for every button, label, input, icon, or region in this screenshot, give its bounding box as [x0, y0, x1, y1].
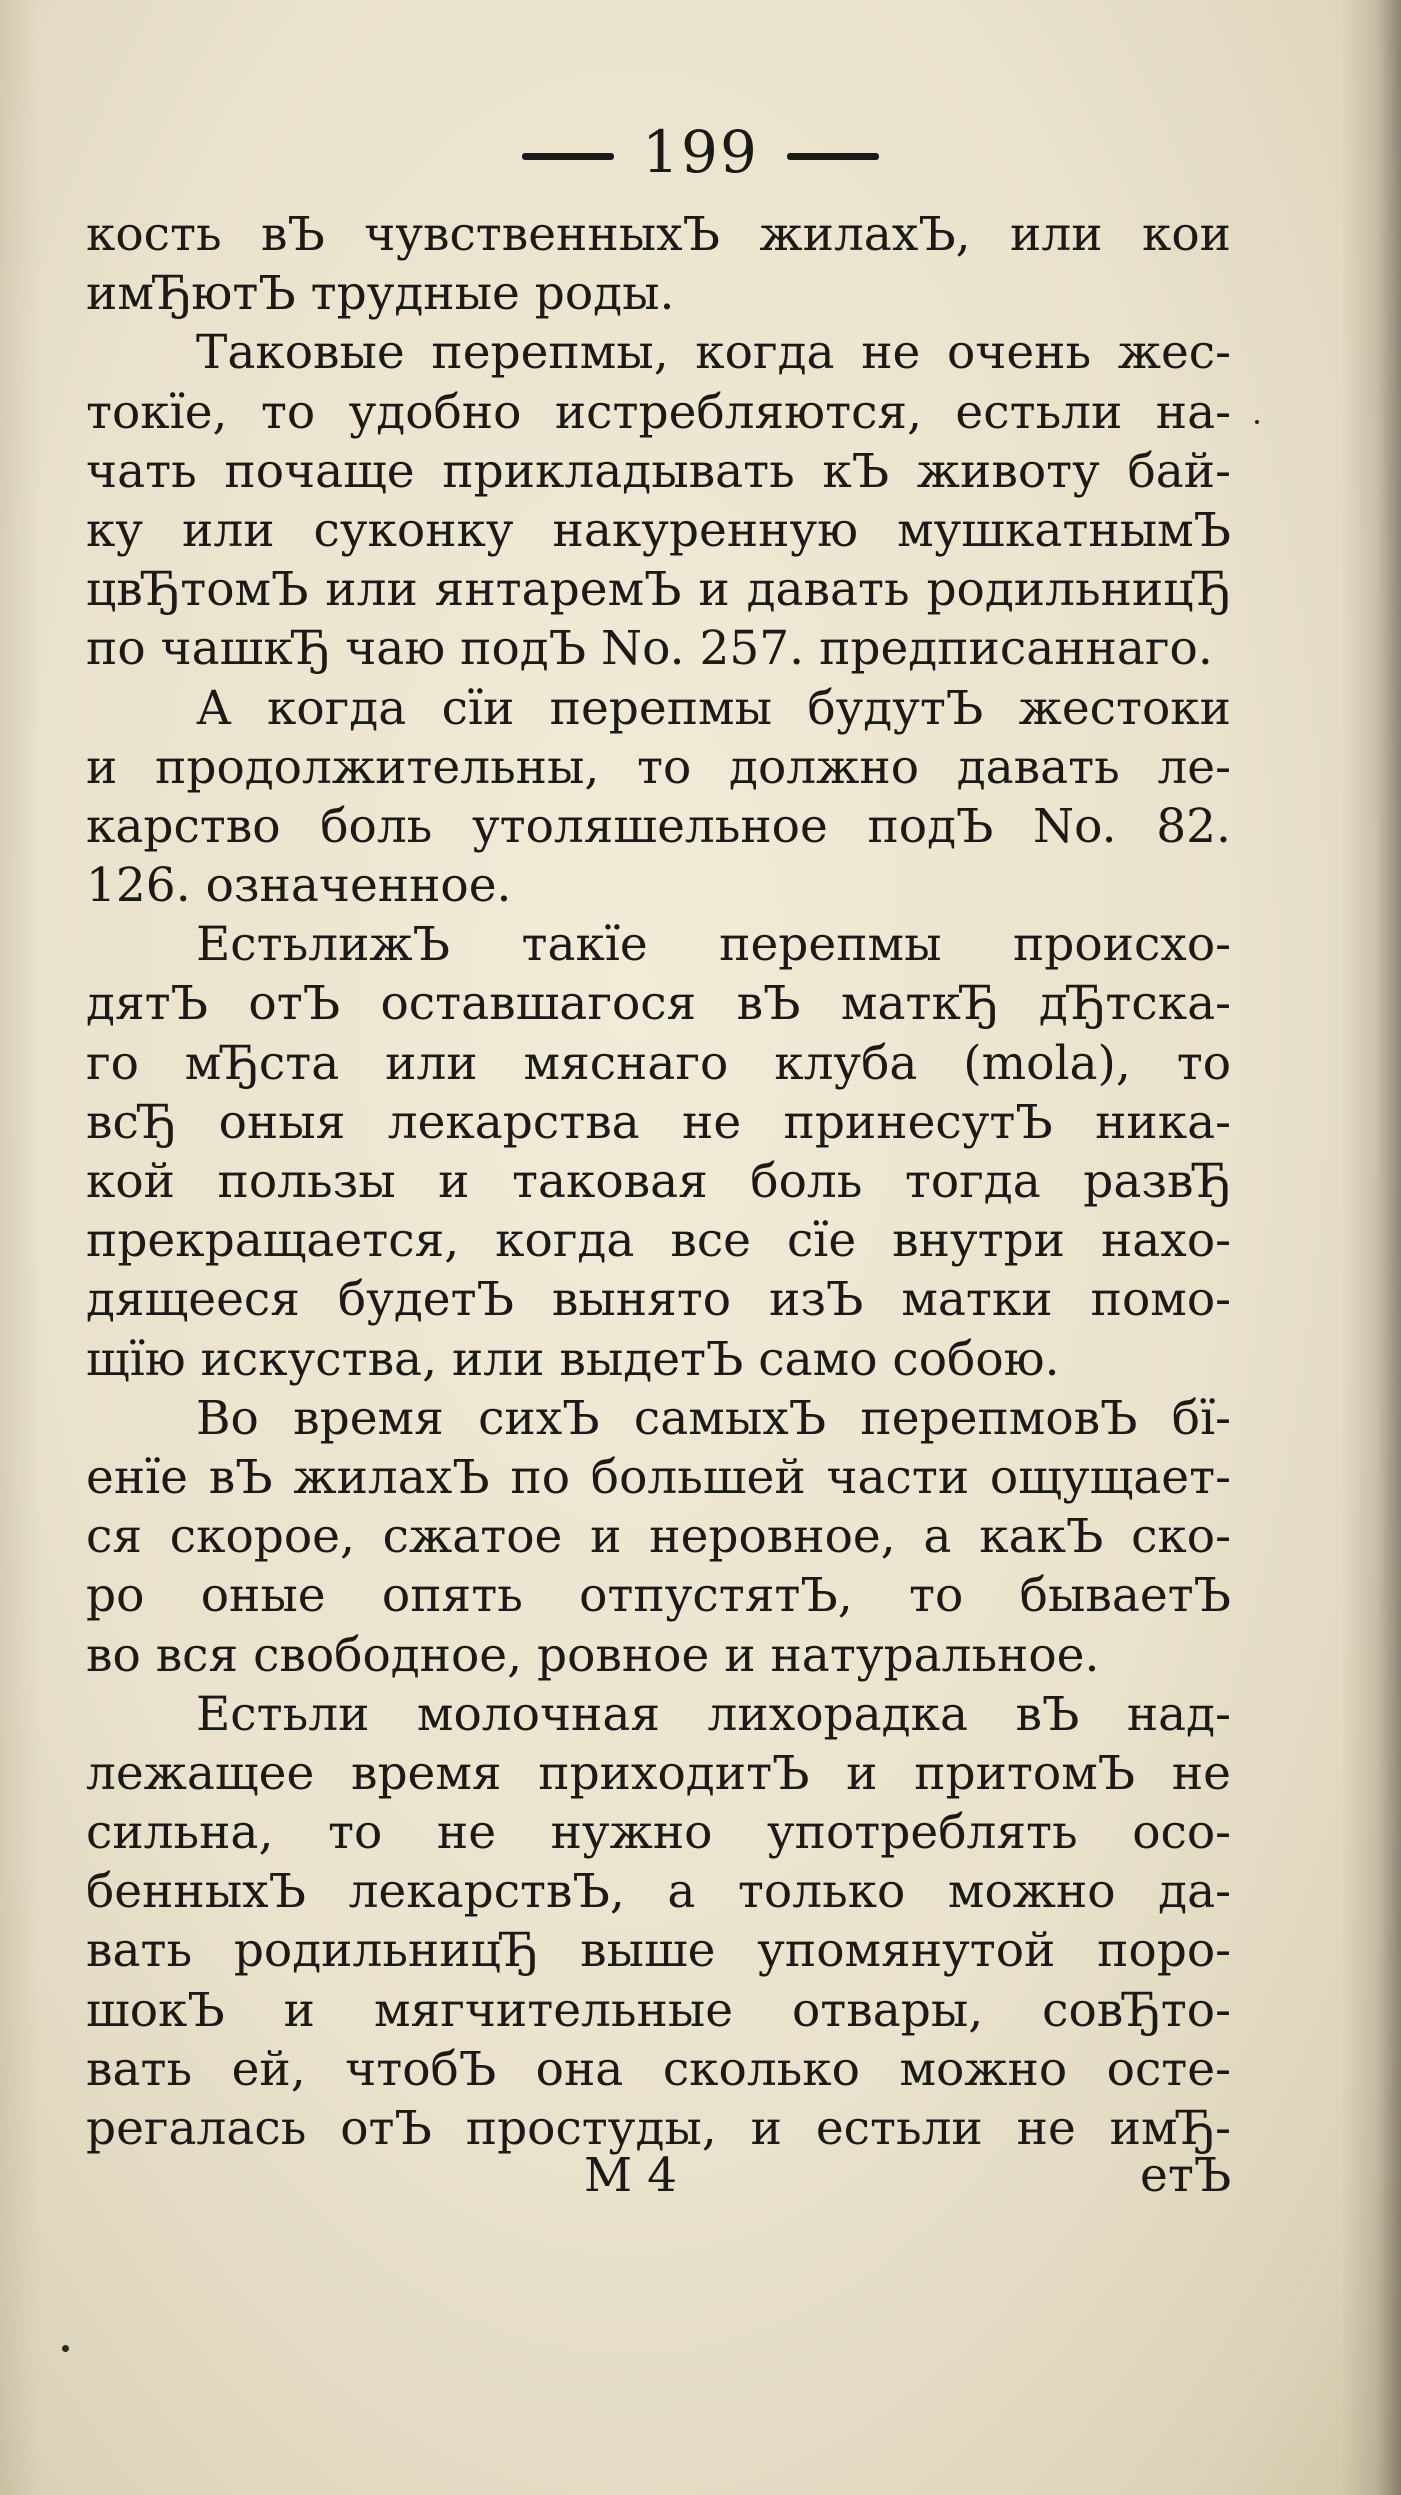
page-number: 199	[642, 118, 759, 186]
text-line: щїю искуства, или выдетЪ само собою.	[86, 1331, 1060, 1387]
page-header	[0, 118, 1401, 186]
text-line: енїе вЪ жилахЪ по большей части ощущает-	[86, 1449, 1231, 1505]
paper-speck	[62, 2345, 69, 2352]
text-line: дящееся будетЪ вынято изЪ матки помо-	[86, 1272, 1231, 1328]
text-line: лежащее время приходитЪ и притомЪ не	[86, 1745, 1231, 1801]
text-line: вать родильницЂ выше упомянутой поро-	[86, 1923, 1231, 1979]
text-line: чать почаще прикладывать кЪ животу бай-	[86, 443, 1231, 499]
text-line: Естьли молочная лихорадка вЪ над-	[196, 1686, 1231, 1742]
text-line: сильна, то не нужно употреблять осо-	[86, 1805, 1231, 1861]
text-line: по чашкЂ чаю подЪ No. 257. предписаннаго.	[86, 621, 1213, 677]
text-line: ся скорое, сжатое и неровное, а какЪ ско-	[86, 1509, 1231, 1565]
text-line: всЂ оныя лекарства не принесутЪ ника-	[86, 1094, 1231, 1150]
text-line: го мЂста или мяснаго клуба (mola), то	[86, 1035, 1231, 1091]
page-edge-shadow-left	[0, 0, 40, 2495]
text-line: кость вЪ чувственныхЪ жилахЪ, или кои	[86, 207, 1231, 262]
text-line: Во время сихЪ самыхЪ перепмовЪ бї-	[196, 1390, 1231, 1446]
text-line: карство боль утоляшельное подЪ No. 82.	[86, 798, 1231, 854]
text-line: Таковые перепмы, когда не очень жес-	[196, 325, 1231, 381]
text-line: дятЪ отЪ оставшагося вЪ маткЂ дЂтска-	[86, 976, 1231, 1032]
text-line: токїе, то удобно истребляются, естьли на-	[86, 384, 1231, 440]
text-line: прекращается, когда все сїе внутри нахо-	[86, 1213, 1231, 1269]
text-line: 126. означенное.	[86, 858, 512, 914]
text-line: вать ей, чтобЪ она сколько можно осте-	[86, 2041, 1231, 2097]
text-line: шокЪ и мягчительные отвары, совЂто-	[86, 1982, 1231, 2038]
text-line: цвЂтомЪ или янтаремЪ и давать родильницЂ	[86, 562, 1231, 618]
text-line: бенныхЪ лекарствЪ, а только можно да-	[86, 1864, 1231, 1920]
text-line: имЂютЪ трудные роды.	[86, 266, 675, 322]
page-edge-shadow-right	[1341, 0, 1401, 2495]
body-text	[86, 205, 1231, 2158]
text-line: ЕстьлижЪ такїе перепмы происхо-	[196, 917, 1231, 973]
text-line: во вся свободное, ровное и натуральное.	[86, 1627, 1100, 1683]
text-line: ро оные опять отпустятЪ, то бываетЪ	[86, 1568, 1231, 1624]
header-rule-left	[522, 153, 614, 160]
signature-mark: M 4	[584, 2148, 677, 2203]
text-line: А когда сїи перепмы будутЪ жестоки	[196, 680, 1231, 736]
text-line: ку или суконку накуренную мушкатнымЪ	[86, 502, 1231, 558]
text-line: кой пользы и таковая боль тогда развЂ	[86, 1154, 1231, 1209]
text-line: регалась отЪ простуды, и естьли не имЂ-	[86, 2101, 1231, 2156]
catchword: етЪ	[1140, 2148, 1232, 2203]
paper-speck	[1255, 420, 1259, 424]
text-line: и продолжительны, то должно давать ле-	[86, 739, 1231, 795]
header-rule-right	[787, 153, 879, 160]
